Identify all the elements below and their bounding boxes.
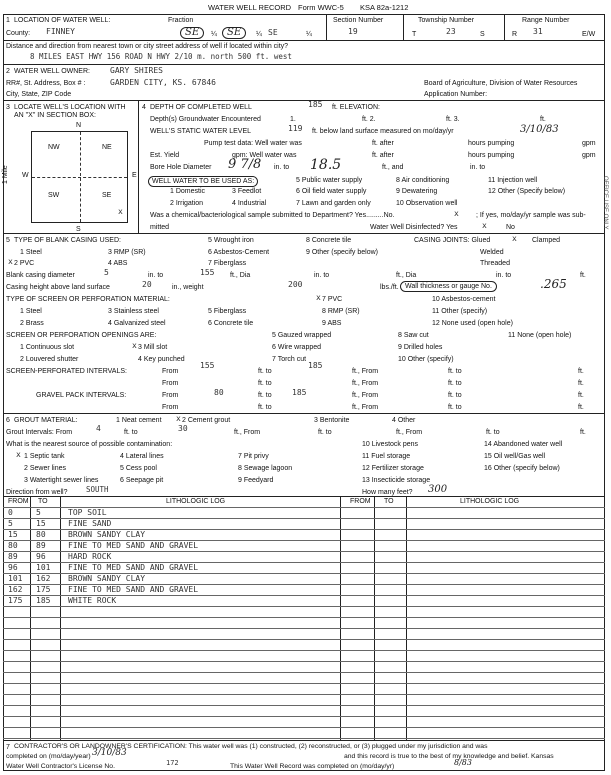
perf-to-value: 185 bbox=[308, 361, 323, 370]
yield-label: Est. Yield bbox=[150, 152, 180, 159]
owner-value: GARY SHIRES bbox=[110, 66, 163, 75]
township-s: S bbox=[480, 31, 485, 38]
casing-fiberglass[interactable]: 7 Fiberglass bbox=[208, 260, 247, 267]
section-4-number: 4 bbox=[142, 104, 146, 111]
chem-tail: ; If yes, mo/day/yr sample was sub- bbox=[476, 212, 586, 219]
log-to: 175 bbox=[36, 585, 51, 594]
log-lith-header-2: LITHOLOGIC LOG bbox=[460, 498, 520, 505]
contam-cess[interactable]: 5 Cess pool bbox=[120, 465, 157, 472]
grout-neat[interactable]: 1 Neat cement bbox=[116, 417, 162, 424]
contam-other[interactable]: 16 Other (specify below) bbox=[484, 465, 560, 472]
true-text: and this record is true to the best of my knowledge and belief. Kansas bbox=[344, 753, 554, 760]
use-domestic[interactable]: 1 Domestic bbox=[170, 188, 206, 195]
section-3-number: 3 bbox=[6, 104, 10, 111]
form-title: WATER WELL RECORD bbox=[208, 3, 292, 12]
gravel-from-1: From bbox=[162, 392, 179, 399]
log-lithology: FINE TO MED SAND AND GRAVEL bbox=[68, 563, 199, 572]
diameter-value: 5 bbox=[104, 268, 109, 277]
wall-label: Wall thickness or gauge No. bbox=[400, 281, 497, 292]
use-air[interactable]: 8 Air conditioning bbox=[396, 177, 450, 184]
casing-wrought[interactable]: 5 Wrought iron bbox=[208, 237, 254, 244]
contam-insecticide[interactable]: 13 Insecticide storage bbox=[362, 477, 431, 484]
grout-bentonite[interactable]: 3 Bentonite bbox=[314, 417, 350, 424]
yield-hours: hours pumping bbox=[468, 152, 515, 159]
chem-x: x bbox=[454, 209, 459, 218]
grout-intervals: Grout Intervals: From bbox=[6, 429, 73, 436]
disinfected-label: Water Well Disinfected? Yes bbox=[370, 224, 458, 231]
yield-gpm-2: gpm bbox=[582, 152, 596, 159]
open-other[interactable]: 10 Other (specify) bbox=[398, 356, 454, 363]
quarter-2: SE bbox=[222, 27, 246, 39]
howmany-value: 300 bbox=[428, 484, 448, 495]
log-to-header: TO bbox=[38, 498, 48, 505]
diameter-in-to: in. to bbox=[148, 272, 164, 279]
west-label: W bbox=[22, 172, 29, 179]
screen-asbestos[interactable]: 10 Asbestos-cement bbox=[432, 296, 496, 303]
south-label: S bbox=[76, 226, 81, 233]
height-value: 20 bbox=[142, 280, 152, 289]
range-ew: E/W bbox=[582, 31, 596, 38]
contam-seepage[interactable]: 6 Seepage pit bbox=[120, 477, 164, 484]
gw-3: ft. 3. bbox=[446, 116, 460, 123]
log-to: 89 bbox=[36, 541, 46, 550]
casing-steel[interactable]: 1 Steel bbox=[20, 249, 42, 256]
log-from: 101 bbox=[8, 574, 23, 583]
diameter-ft-dia-2: ft., Dia bbox=[396, 272, 417, 279]
screen-rmp[interactable]: 8 RMP (SR) bbox=[322, 308, 360, 315]
ksa-number: KSA 82a-1212 bbox=[360, 3, 409, 12]
contam-x: x bbox=[16, 450, 21, 459]
screen-pvc[interactable]: 7 PVC bbox=[322, 296, 343, 303]
perf-from-2: From bbox=[162, 380, 179, 387]
contam-oilgas[interactable]: 15 Oil well/Gas well bbox=[484, 453, 546, 460]
bore-in-to-2: in. to bbox=[470, 164, 486, 171]
township-label: Township Number bbox=[418, 17, 475, 24]
gravel-label: GRAVEL PACK INTERVALS: bbox=[36, 392, 127, 399]
screen-fiberglass[interactable]: 5 Fiberglass bbox=[208, 308, 247, 315]
locate-label-2: AN "X" IN SECTION BOX: bbox=[14, 112, 96, 119]
joints-label: CASING JOINTS: Glued bbox=[414, 237, 491, 244]
address-value: GARDEN CITY, KS. 67846 bbox=[110, 78, 216, 87]
contam-fuel[interactable]: 11 Fuel storage bbox=[362, 453, 411, 460]
open-wire[interactable]: 6 Wire wrapped bbox=[272, 344, 322, 351]
bore-value: 9 7/8 bbox=[228, 157, 262, 172]
open-none[interactable]: 11 None (open hole) bbox=[508, 332, 572, 339]
gravel-to-4: ft. to bbox=[448, 404, 462, 411]
use-other[interactable]: 12 Other (Specify below) bbox=[488, 188, 566, 195]
sw-label: SW bbox=[48, 192, 60, 199]
perf-to-1: ft. to bbox=[258, 368, 272, 375]
openings-label: SCREEN OR PERFORATION OPENINGS ARE: bbox=[6, 332, 157, 339]
casing-label: TYPE OF BLANK CASING USED: bbox=[14, 237, 121, 244]
grout-label: GROUT MATERIAL: bbox=[14, 417, 78, 424]
gravel-ft-2: ft. bbox=[578, 404, 584, 411]
log-from-header-2: FROM bbox=[350, 498, 371, 505]
grout-to-value: 30 bbox=[178, 424, 188, 433]
application-label: Application Number: bbox=[424, 91, 488, 98]
office-use-label: OFFICE USE ONLY bbox=[602, 176, 608, 230]
gravel-from-value: 80 bbox=[214, 388, 224, 397]
chem-label: Was a chemical/bacteriological sample submitted to Department? Yes.........No. bbox=[150, 212, 395, 219]
log-from: 5 bbox=[8, 519, 13, 528]
log-from: 175 bbox=[8, 596, 23, 605]
joints-clamped: Clamped bbox=[532, 237, 561, 244]
bore-label: Bore Hole Diameter bbox=[150, 164, 212, 171]
pump-ft-after: ft. after bbox=[372, 140, 394, 147]
contam-lateral[interactable]: 4 Lateral lines bbox=[120, 453, 164, 460]
perf-from-value: 155 bbox=[200, 361, 215, 370]
log-from: 89 bbox=[8, 552, 18, 561]
contam-label: What is the nearest source of possible contamination: bbox=[6, 441, 173, 448]
disinfected-x: x bbox=[482, 221, 487, 230]
open-key[interactable]: 4 Key punched bbox=[138, 356, 185, 363]
log-from-header: FROM bbox=[8, 498, 29, 505]
use-injection[interactable]: 11 Injection well bbox=[488, 177, 538, 184]
record-date: 8/83 bbox=[454, 758, 472, 767]
perf-to-4: ft. to bbox=[448, 380, 462, 387]
casing-pvc[interactable]: 2 PVC bbox=[14, 260, 35, 267]
location-label: LOCATION OF WATER WELL: bbox=[14, 17, 111, 24]
gw-2: ft. 2. bbox=[362, 116, 376, 123]
depth-unit: ft. ELEVATION: bbox=[332, 104, 380, 111]
open-louvered[interactable]: 2 Louvered shutter bbox=[20, 356, 79, 363]
grout-to: ft. to bbox=[124, 429, 138, 436]
contam-septic[interactable]: 1 Septic tank bbox=[24, 453, 65, 460]
casing-pvc-x: x bbox=[8, 257, 13, 266]
perf-ft-1: ft. bbox=[578, 368, 584, 375]
use-oilfield[interactable]: 6 Oil field water supply bbox=[296, 188, 367, 195]
diameter-ft: ft. bbox=[580, 272, 586, 279]
log-to: 5 bbox=[36, 508, 41, 517]
grout-to-2: ft. to bbox=[318, 429, 332, 436]
range-r: R bbox=[512, 31, 518, 38]
yield-gpm: gpm: Well water was bbox=[232, 152, 297, 159]
gravel-to-3: ft. to bbox=[258, 404, 272, 411]
groundwater-label: Depth(s) Groundwater Encountered bbox=[150, 116, 261, 123]
grout-ftfrom: ft., From bbox=[234, 429, 261, 436]
gw-ft: ft. bbox=[540, 116, 546, 123]
height-label: Casing height above land surface bbox=[6, 284, 110, 291]
record-label: This Water Well Record was completed on (mo/day/yr) bbox=[230, 763, 395, 770]
county-value: FINNEY bbox=[46, 27, 75, 36]
section-number-label: Section Number bbox=[333, 17, 384, 24]
quarter-1: SE bbox=[180, 27, 204, 39]
bore-ft-and: ft., and bbox=[382, 164, 404, 171]
gravel-to-2: ft. to bbox=[448, 392, 462, 399]
open-drilled[interactable]: 9 Drilled holes bbox=[398, 344, 443, 351]
log-to: 162 bbox=[36, 574, 51, 583]
township-value: 23 bbox=[446, 27, 456, 36]
log-to-header-2: TO bbox=[384, 498, 394, 505]
gravel-ftfrom-2: ft., From bbox=[352, 404, 379, 411]
log-lithology: BROWN SANDY CLAY bbox=[68, 574, 146, 583]
city-label: City, State, ZIP Code bbox=[6, 91, 72, 98]
log-lithology: FINE TO MED SAND AND GRAVEL bbox=[68, 541, 199, 550]
use-industrial[interactable]: 4 Industrial bbox=[232, 200, 267, 207]
perf-to-2: ft. to bbox=[448, 368, 462, 375]
ne-label: NE bbox=[102, 144, 112, 151]
quarter-sym-1: ¼ bbox=[211, 31, 217, 38]
east-label: E bbox=[132, 172, 137, 179]
log-from: 0 bbox=[8, 508, 13, 517]
north-label: N bbox=[76, 122, 82, 129]
joints-welded: Welded bbox=[480, 249, 504, 256]
screen-abs[interactable]: 9 ABS bbox=[322, 320, 342, 327]
open-saw[interactable]: 8 Saw cut bbox=[398, 332, 429, 339]
license-label: Water Well Contractor's License No. bbox=[6, 763, 115, 770]
log-from: 96 bbox=[8, 563, 18, 572]
screen-pvc-x: x bbox=[316, 293, 321, 302]
se-label: SE bbox=[102, 192, 112, 199]
gw-1: 1. bbox=[290, 116, 296, 123]
log-to: 15 bbox=[36, 519, 46, 528]
locate-label: LOCATE WELL'S LOCATION WITH bbox=[14, 104, 126, 111]
contam-privy[interactable]: 7 Pit privy bbox=[238, 453, 269, 460]
casing-concrete[interactable]: 8 Concrete tile bbox=[306, 237, 352, 244]
screen-steel[interactable]: 1 Steel bbox=[20, 308, 42, 315]
perf-to-3: ft. to bbox=[258, 380, 272, 387]
open-mill[interactable]: 3 Mill slot bbox=[138, 344, 168, 351]
fraction-label: Fraction bbox=[168, 17, 194, 24]
license-value: 172 bbox=[166, 759, 179, 767]
section-box[interactable] bbox=[31, 131, 128, 223]
bore-to-value: 18.5 bbox=[310, 157, 342, 173]
weight-value: 200 bbox=[288, 280, 303, 289]
use-label: WELL WATER TO BE USED AS: bbox=[148, 176, 258, 187]
log-lithology: FINE SAND bbox=[68, 519, 112, 528]
section-number-value: 19 bbox=[348, 27, 358, 36]
perf-from-1: From bbox=[162, 368, 179, 375]
range-value: 31 bbox=[533, 27, 543, 36]
grout-x: x bbox=[176, 414, 181, 423]
log-lithology: WHITE ROCK bbox=[68, 596, 117, 605]
depth-label: DEPTH OF COMPLETED WELL bbox=[150, 104, 252, 111]
completed-label: completed on (mo/day/year) bbox=[6, 753, 91, 760]
disinfected-no: No bbox=[506, 224, 515, 231]
address-label: RR#, St. Address, Box # : bbox=[6, 80, 86, 87]
location-x-mark: x bbox=[118, 207, 123, 216]
direction-label: Direction from well? bbox=[6, 489, 68, 496]
contam-watertight[interactable]: 3 Watertight sewer lines bbox=[24, 477, 99, 484]
log-to: 185 bbox=[36, 596, 51, 605]
static-label: WELL'S STATIC WATER LEVEL bbox=[150, 128, 252, 135]
distance-label: Distance and direction from nearest town or city street address of well if located within city? bbox=[6, 43, 289, 50]
direction-value: SOUTH bbox=[86, 485, 109, 494]
diameter-in-to-2: in. to bbox=[314, 272, 330, 279]
static-date: 3/10/83 bbox=[520, 124, 559, 135]
open-torch[interactable]: 7 Torch cut bbox=[272, 356, 307, 363]
yield-ft-after: ft. after bbox=[372, 152, 394, 159]
screen-label: TYPE OF SCREEN OR PERFORATION MATERIAL: bbox=[6, 296, 170, 303]
joints-x: x bbox=[512, 234, 517, 243]
height-in-weight: in., weight bbox=[172, 284, 204, 291]
screen-galvanized[interactable]: 4 Galvanized steel bbox=[108, 320, 166, 327]
howmany-label: How many feet? bbox=[362, 489, 413, 496]
distance-value: 8 MILES EAST HWY 156 ROAD N HWY 2/10 m. north 500 ft. west bbox=[30, 52, 292, 61]
pump-hours: hours pumping bbox=[468, 140, 515, 147]
perf-label: SCREEN-PERFORATED INTERVALS: bbox=[6, 368, 127, 375]
log-lithology: HARD ROCK bbox=[68, 552, 112, 561]
contam-livestock[interactable]: 10 Livestock pens bbox=[362, 441, 419, 448]
owner-label: WATER WELL OWNER: bbox=[14, 68, 90, 75]
diameter-in-to-3: in. to bbox=[496, 272, 512, 279]
casing-asbestos[interactable]: 6 Asbestos-Cement bbox=[208, 249, 270, 256]
section-7-number: 7 bbox=[6, 744, 10, 751]
gravel-to-value: 185 bbox=[292, 388, 307, 397]
log-to: 80 bbox=[36, 530, 46, 539]
casing-abs[interactable]: 4 ABS bbox=[108, 260, 128, 267]
grout-ftfrom-2: ft., From bbox=[396, 429, 423, 436]
bore-in-to: in. to bbox=[274, 164, 290, 171]
section-6-number: 6 bbox=[6, 417, 10, 424]
screen-other[interactable]: 11 Other (specify) bbox=[432, 308, 488, 315]
contam-lagoon[interactable]: 8 Sewage lagoon bbox=[238, 465, 293, 472]
diameter-label: Blank casing diameter bbox=[6, 272, 75, 279]
perf-ftfrom-1: ft., From bbox=[352, 368, 379, 375]
casing-rmp[interactable]: 3 RMP (SR) bbox=[108, 249, 146, 256]
wall-value: .265 bbox=[540, 277, 567, 291]
range-label: Range Number bbox=[522, 17, 570, 24]
perf-ftfrom-2: ft., From bbox=[352, 380, 379, 387]
gravel-ft-1: ft. bbox=[578, 392, 584, 399]
gravel-ftfrom-1: ft., From bbox=[352, 392, 379, 399]
open-continuous[interactable]: 1 Continuous slot bbox=[20, 344, 75, 351]
use-lawn[interactable]: 7 Lawn and garden only bbox=[296, 200, 371, 207]
section-2-number: 2 bbox=[6, 68, 10, 75]
section-5-number: 5 bbox=[6, 237, 10, 244]
quarter-sym-2: ¼ bbox=[256, 31, 262, 38]
grout-cement[interactable]: 2 Cement grout bbox=[182, 417, 231, 424]
perf-ft-2: ft. bbox=[578, 380, 584, 387]
gravel-to-1: ft. to bbox=[258, 392, 272, 399]
weight-unit: lbs./ft. bbox=[380, 284, 399, 291]
contam-sewer[interactable]: 2 Sewer lines bbox=[24, 465, 67, 472]
grout-from-value: 4 bbox=[96, 424, 101, 433]
use-irrigation[interactable]: 2 Irrigation bbox=[170, 200, 204, 207]
log-from: 162 bbox=[8, 585, 23, 594]
screen-brass[interactable]: 2 Brass bbox=[20, 320, 44, 327]
cert-text: CONTRACTOR'S OR LANDOWNER'S CERTIFICATION: This water well was (1) constructed, (2) reconstructed, or (3) plugged under my jurisdiction and was bbox=[14, 743, 488, 750]
log-from: 80 bbox=[8, 541, 18, 550]
screen-none[interactable]: 12 None used (open hole) bbox=[432, 320, 513, 327]
diameter-ft-dia: ft., Dia bbox=[230, 272, 251, 279]
depth-value: 185 bbox=[308, 100, 323, 109]
log-lithology: BROWN SANDY CLAY bbox=[68, 530, 146, 539]
county-label: County: bbox=[6, 30, 31, 37]
completed-date: 3/10/83 bbox=[92, 748, 127, 758]
mile-label: 1 Mile bbox=[2, 165, 9, 184]
quarter-3: SE bbox=[268, 28, 278, 37]
log-from: 15 bbox=[8, 530, 18, 539]
section-1-number: 1 bbox=[6, 17, 10, 24]
pump-label: Pump test data: Well water was bbox=[204, 140, 302, 147]
pump-gpm: gpm bbox=[582, 140, 596, 147]
board-label: Board of Agriculture, Division of Water Resources bbox=[424, 80, 578, 87]
log-lithology: FINE TO MED SAND AND GRAVEL bbox=[68, 585, 199, 594]
grout-other[interactable]: 4 Other bbox=[392, 417, 416, 424]
static-tail: ft. below land surface measured on mo/day/yr bbox=[312, 128, 454, 135]
contam-feedyard[interactable]: 9 Feedyard bbox=[238, 477, 274, 484]
log-to: 96 bbox=[36, 552, 46, 561]
contam-abandoned[interactable]: 14 Abandoned water well bbox=[484, 441, 563, 448]
casing-other[interactable]: 9 Other (specify below) bbox=[306, 249, 378, 256]
quarter-sym-3: ¼ bbox=[306, 31, 312, 38]
diameter-to: 155 bbox=[200, 268, 215, 277]
gravel-from-2: From bbox=[162, 404, 179, 411]
use-public[interactable]: 5 Public water supply bbox=[296, 177, 363, 184]
static-value: 119 bbox=[288, 124, 303, 133]
log-lithology: TOP SOIL bbox=[68, 508, 107, 517]
open-mill-x: x bbox=[132, 341, 137, 350]
use-feedlot[interactable]: 3 Feedlot bbox=[232, 188, 262, 195]
open-gauzed[interactable]: 5 Gauzed wrapped bbox=[272, 332, 332, 339]
grout-ft: ft. bbox=[580, 429, 586, 436]
screen-stainless[interactable]: 3 Stainless steel bbox=[108, 308, 159, 315]
nw-label: NW bbox=[48, 144, 60, 151]
log-lith-header: LITHOLOGIC LOG bbox=[166, 498, 226, 505]
joints-threaded: Threaded bbox=[480, 260, 510, 267]
grout-to-3: ft. to bbox=[486, 429, 500, 436]
contam-fertilizer[interactable]: 12 Fertilizer storage bbox=[362, 465, 424, 472]
mitted: mitted bbox=[150, 224, 170, 231]
log-to: 101 bbox=[36, 563, 51, 572]
use-dewater[interactable]: 9 Dewatering bbox=[396, 188, 438, 195]
township-t: T bbox=[412, 31, 417, 38]
form-number: Form WWC-5 bbox=[298, 3, 344, 12]
screen-concrete[interactable]: 6 Concrete tile bbox=[208, 320, 254, 327]
use-observation[interactable]: 10 Observation well bbox=[396, 200, 458, 207]
